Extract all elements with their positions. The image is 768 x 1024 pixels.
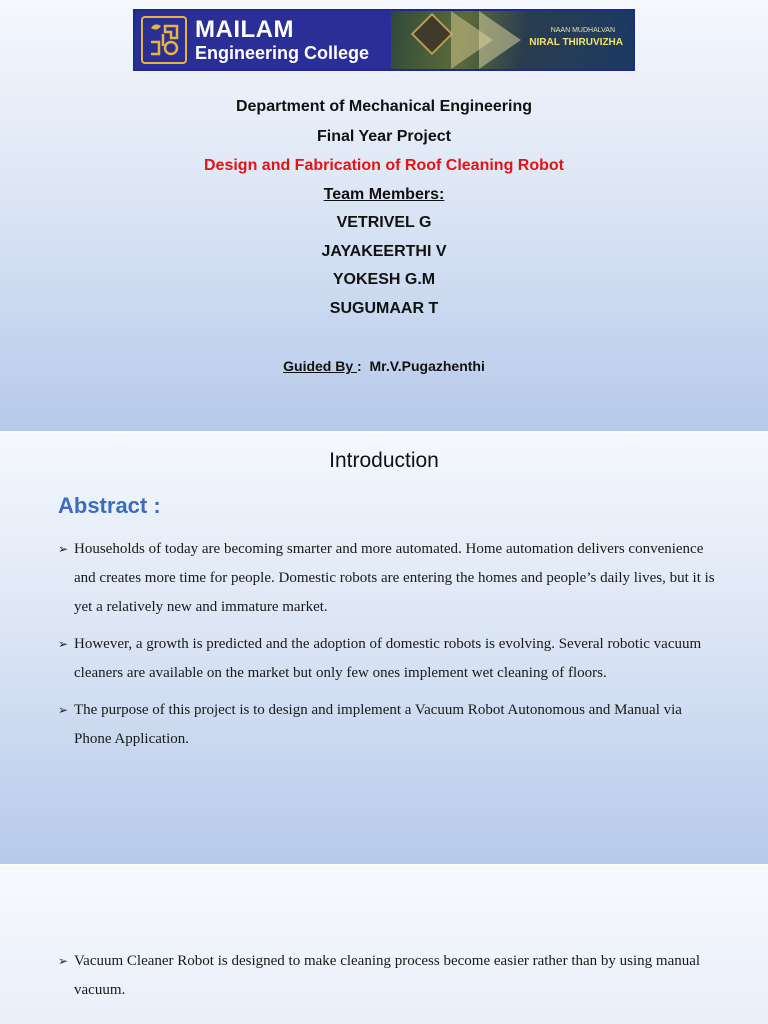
guide-label: Guided By xyxy=(283,358,358,374)
brand-main-text: MAILAM xyxy=(195,16,294,43)
project-type: Final Year Project xyxy=(317,128,451,145)
department-heading: Department of Mechanical Engineering xyxy=(235,98,533,115)
team-heading: Team Members: xyxy=(323,186,445,203)
team-member: SUGUMAAR T xyxy=(329,300,439,317)
abstract-bullet xyxy=(58,535,718,622)
guide-line xyxy=(0,358,768,374)
arrow-bullet-icon: ➢ xyxy=(58,703,69,717)
arrow-decoration-icon xyxy=(479,11,521,69)
arrow-bullet-icon: ➢ xyxy=(58,542,69,556)
bullet-text: Households of today are becoming smarter and more automated. Home automation delivers convenience and creates more time for people. Domestic robots are entering the homes and people’s daily lives, but it is yet a relatively new and immature market. xyxy=(74,541,715,615)
team-member: VETRIVEL G xyxy=(336,214,432,231)
college-logo-icon xyxy=(141,16,187,64)
arrow-bullet-icon: ➢ xyxy=(58,954,69,968)
introduction-heading: Introduction xyxy=(329,449,439,472)
event-seal-icon xyxy=(411,13,453,55)
abstract-heading: Abstract : xyxy=(58,493,161,518)
team-member: YOKESH G.M xyxy=(332,271,436,288)
college-banner xyxy=(133,9,635,71)
banner-brand-panel xyxy=(135,11,391,69)
event-tagline-small: NAAN MUDHALVAN xyxy=(550,27,615,34)
bullet-text: However, a growth is predicted and the adoption of domestic robots is evolving. Several robotic vacuum cleaners are available on the market but only few ones implement wet cleaning of floors. xyxy=(74,636,702,681)
guide-name: Mr.V.Pugazhenthi xyxy=(369,358,485,374)
bullet-text: The purpose of this project is to design and implement a Vacuum Robot Autonomous and Manual via Phone Application. xyxy=(74,702,682,747)
bullet-text: Vacuum Cleaner Robot is designed to make cleaning process become easier rather than by using manual vacuum. xyxy=(74,953,701,998)
abstract-bullet xyxy=(58,696,718,754)
abstract-bullet xyxy=(58,630,718,688)
project-title: Design and Fabrication of Roof Cleaning Robot xyxy=(204,157,564,174)
brand-sub-text: Engineering College xyxy=(195,43,370,63)
guide-separator: : xyxy=(357,358,362,374)
arrow-bullet-icon: ➢ xyxy=(58,637,69,651)
team-member: JAYAKEERTHI V xyxy=(321,243,447,260)
event-banner-panel xyxy=(391,11,633,69)
event-tagline: NIRAL THIRUVIZHA xyxy=(529,37,623,48)
details-bullet xyxy=(58,947,718,1005)
